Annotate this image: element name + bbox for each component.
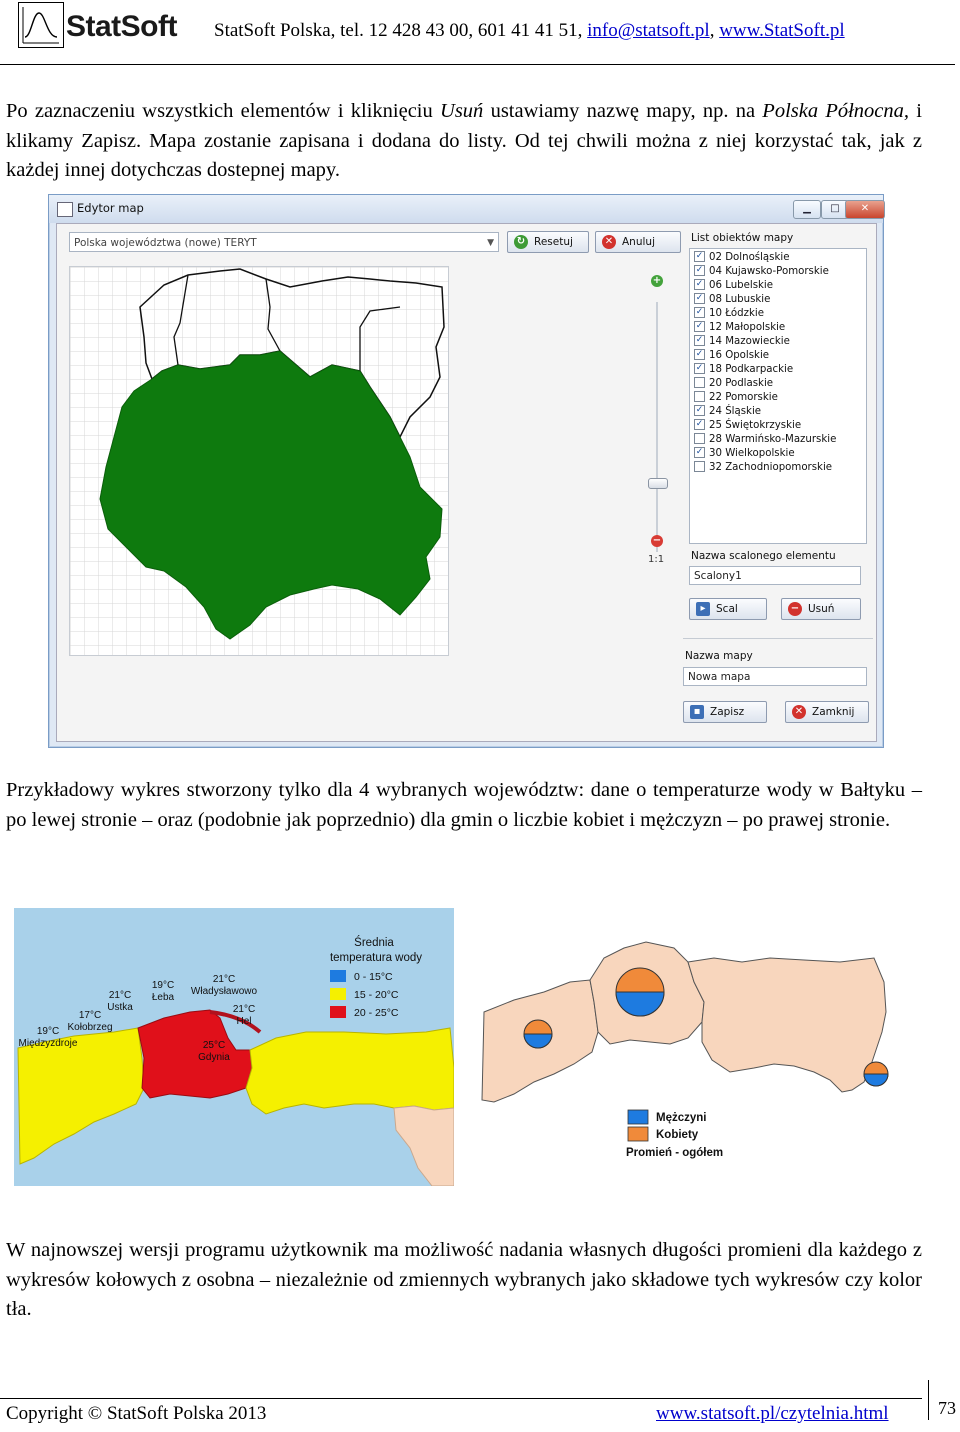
map-name-label: Nazwa mapy [685, 650, 753, 662]
checkbox-unchecked[interactable] [694, 461, 705, 472]
checkbox-checked[interactable]: ✓ [695, 362, 704, 373]
checkbox-checked[interactable]: ✓ [695, 264, 704, 275]
legend-swatch-women [628, 1127, 648, 1141]
list-item-label: 08 Lubuskie [709, 294, 771, 305]
header-contact-text: StatSoft Polska, tel. 12 428 43 00, 601 41 41 51, [214, 20, 588, 41]
list-item-label: 10 Łódzkie [709, 308, 764, 319]
checkbox-checked[interactable]: ✓ [695, 250, 704, 261]
checkbox-checked[interactable]: ✓ [695, 306, 704, 317]
close-label: Zamknij [812, 706, 855, 718]
checkbox-unchecked[interactable] [694, 433, 705, 444]
window-app-icon [57, 202, 73, 217]
station-temp: 17°C [78, 1010, 102, 1021]
reset-button[interactable] [507, 231, 589, 253]
intro-text-2: ustawiamy nazwę mapy, np. na [483, 100, 763, 122]
station-temp: 21°C [108, 990, 132, 1001]
window-titlebar [49, 195, 883, 223]
checkbox-checked[interactable]: ✓ [695, 348, 704, 359]
list-item-label: 20 Podlaskie [709, 378, 774, 389]
region-podlaskie [394, 1106, 454, 1186]
legend-label-warm: 20 - 25°C [354, 1007, 399, 1019]
list-item-label: 02 Dolnośląskie [709, 252, 790, 263]
list-item-label: 30 Wielkopolskie [709, 448, 795, 459]
legend-label-mid: 15 - 20°C [354, 989, 399, 1001]
header-divider [0, 64, 955, 65]
checkbox-checked[interactable]: ✓ [695, 446, 704, 457]
list-item-label: 25 Świętokrzyskie [709, 420, 802, 431]
zoom-out-icon[interactable]: − [652, 535, 662, 546]
list-item-label: 22 Pomorskie [709, 392, 778, 403]
station-name: Gdynia [198, 1052, 230, 1063]
list-item[interactable] [694, 251, 790, 265]
window-body [56, 223, 877, 742]
intro-text-3: i klikamy Zapisz. Mapa zostanie zapisana i dodana do listy. Od tej chwili można z niej korzystać tak, jak z każdej innej dotychczas dostepnej mapy. [6, 100, 922, 181]
intro-example-name: Polska Północna, [762, 100, 910, 122]
list-item-label: 04 Kujawsko-Pomorskie [709, 266, 829, 277]
email-link[interactable]: info@statsoft.pl [587, 20, 710, 41]
footer-copyright: Copyright © StatSoft Polska 2013 [6, 1403, 267, 1424]
checkbox-checked[interactable]: ✓ [695, 334, 704, 345]
cancel-icon: ✕ [602, 235, 616, 249]
station-name: Ustka [107, 1002, 133, 1013]
list-item[interactable] [694, 349, 769, 363]
cancel-label: Anuluj [622, 236, 655, 248]
footer-divider [0, 1398, 922, 1399]
header-contact [214, 20, 845, 42]
merge-label: Scal [716, 603, 738, 615]
remove-button[interactable] [781, 598, 861, 620]
station-name: Hel [236, 1016, 252, 1027]
list-item-label: 16 Opolskie [709, 350, 770, 361]
list-item[interactable] [694, 321, 785, 335]
chevron-down-icon: ▼ [487, 238, 494, 248]
legend-label-men: Mężczyni [656, 1112, 707, 1124]
map-editor-window [48, 194, 884, 748]
legend-label-women: Kobiety [656, 1129, 699, 1141]
region-east [688, 958, 886, 1092]
list-item-label: 12 Małopolskie [709, 322, 786, 333]
station-temp: 21°C [232, 1004, 256, 1015]
save-label: Zapisz [710, 706, 745, 718]
list-item[interactable] [694, 363, 793, 377]
legend-title-2: temperatura wody [329, 952, 423, 964]
region-pomorskie [138, 1010, 252, 1098]
water-temperature-map [14, 908, 454, 1186]
list-item-label: 14 Mazowieckie [709, 336, 790, 347]
list-item[interactable] [694, 391, 778, 405]
checkbox-unchecked[interactable] [694, 391, 705, 402]
legend-swatch-mid [330, 988, 346, 1000]
station-name: Władysławowo [190, 986, 258, 997]
list-item[interactable] [694, 405, 761, 419]
zoom-level: 1:1 [648, 554, 665, 565]
list-item-label: 24 Śląskie [709, 406, 762, 417]
legend-swatch-warm [330, 1006, 346, 1018]
save-button[interactable] [683, 701, 767, 723]
remove-label: Usuń [808, 603, 835, 615]
window-close-button[interactable]: ✕ [845, 200, 885, 219]
station-name: Kołobrzeg [67, 1022, 113, 1033]
list-item-label: 06 Lubelskie [709, 280, 774, 291]
map-select[interactable] [69, 232, 499, 252]
station-temp: 21°C [212, 974, 236, 985]
merged-name-input[interactable]: Scalony1 [689, 566, 861, 585]
legend-swatch-men [628, 1110, 648, 1124]
list-item[interactable] [694, 279, 773, 293]
list-item[interactable] [694, 307, 764, 321]
minimize-button[interactable]: ▁ [793, 200, 821, 219]
website-link[interactable]: www.StatSoft.pl [719, 20, 845, 41]
checkbox-unchecked[interactable] [694, 377, 705, 388]
legend-title-1: Średnia [354, 937, 394, 949]
checkbox-checked[interactable]: ✓ [695, 418, 704, 429]
intro-paragraph [6, 97, 922, 186]
object-list-label: List obiektów mapy [691, 232, 794, 244]
remove-icon: − [788, 602, 802, 616]
list-item-label: 18 Podkarpackie [709, 364, 794, 375]
list-item[interactable] [694, 433, 836, 447]
reset-label: Resetuj [534, 236, 573, 248]
pie-small-east [864, 1062, 888, 1086]
list-item-label: 32 Zachodniopomorskie [709, 462, 833, 473]
list-item[interactable] [694, 335, 790, 349]
list-item[interactable] [694, 447, 795, 461]
save-icon: ▪ [690, 705, 704, 719]
close-icon: ✕ [792, 705, 806, 719]
list-item-label: 28 Warmińsko-Mazurskie [709, 434, 837, 445]
list-item[interactable] [694, 377, 773, 391]
map-name-input[interactable]: Nowa mapa [683, 667, 867, 686]
panel-divider [683, 638, 873, 639]
checkbox-checked[interactable]: ✓ [695, 320, 704, 331]
legend-swatch-cold [330, 970, 346, 982]
merged-name-label: Nazwa scalonego elementu [691, 550, 836, 562]
intro-text-1: Po zaznaczeniu wszystkich elementów i kliknięciu [6, 100, 441, 122]
footer-link[interactable]: www.statsoft.pl/czytelnia.html [656, 1403, 889, 1424]
checkbox-checked[interactable]: ✓ [695, 292, 704, 303]
station-temp: 19°C [151, 980, 175, 991]
page-number: 73 [938, 1398, 956, 1418]
example-paragraph: Przykładowy wykres stworzony tylko dla 4 wybranych województw: dane o temperaturze wody w Bałtyku – po lewej stronie – oraz (podobnie jak poprzednio) dla gmin o liczbie kobiet i mężczyzn – po prawej stronie. [6, 779, 922, 831]
zoom-slider-track[interactable] [656, 302, 658, 552]
object-list[interactable] [689, 248, 867, 544]
header-separator: , [709, 20, 720, 41]
cancel-button[interactable] [595, 231, 681, 253]
pie-large-center [616, 968, 664, 1016]
closing-paragraph: W najnowszej wersji programu użytkownik ma możliwość nadania własnych długości promieni dla każdego z wykresów kołowych z osobna – niezależnie od zmiennych wybranych jako składowe tych wykresów czy kolor tła. [6, 1239, 922, 1320]
map-select-value: Polska województwa (nowe) TERYT [74, 237, 257, 249]
list-item[interactable] [694, 265, 829, 279]
merge-button[interactable] [689, 598, 767, 620]
legend-label-cold: 0 - 15°C [354, 971, 393, 983]
page-number-divider [928, 1380, 929, 1420]
gender-pie-map [474, 922, 912, 1192]
zoom-slider-thumb[interactable] [648, 478, 668, 489]
logo-wordmark: StatSoft [66, 10, 177, 43]
list-item[interactable] [694, 461, 832, 475]
pie-small-west [524, 1020, 552, 1048]
map-canvas[interactable] [69, 266, 449, 656]
maximize-button[interactable]: □ [821, 200, 849, 219]
merge-icon: ▸ [696, 602, 710, 616]
station-temp: 25°C [202, 1040, 226, 1051]
reset-icon: ↻ [514, 235, 528, 249]
window-title: Edytor map [77, 201, 144, 215]
region-warminsko-mazurskie [246, 1028, 454, 1114]
station-temp: 19°C [36, 1026, 60, 1037]
zoom-in-icon[interactable]: + [652, 275, 662, 286]
station-name: Międzyzdroje [18, 1038, 78, 1049]
list-item[interactable] [694, 419, 801, 433]
checkbox-checked[interactable]: ✓ [695, 278, 704, 289]
statsoft-logo-icon [18, 2, 64, 48]
list-item[interactable] [694, 293, 770, 307]
intro-usun: Usuń [440, 100, 484, 122]
checkbox-checked[interactable]: ✓ [695, 404, 704, 415]
close-button[interactable] [785, 701, 869, 723]
legend-radius-note: Promień - ogółem [626, 1147, 724, 1159]
station-name: Łeba [151, 992, 175, 1003]
